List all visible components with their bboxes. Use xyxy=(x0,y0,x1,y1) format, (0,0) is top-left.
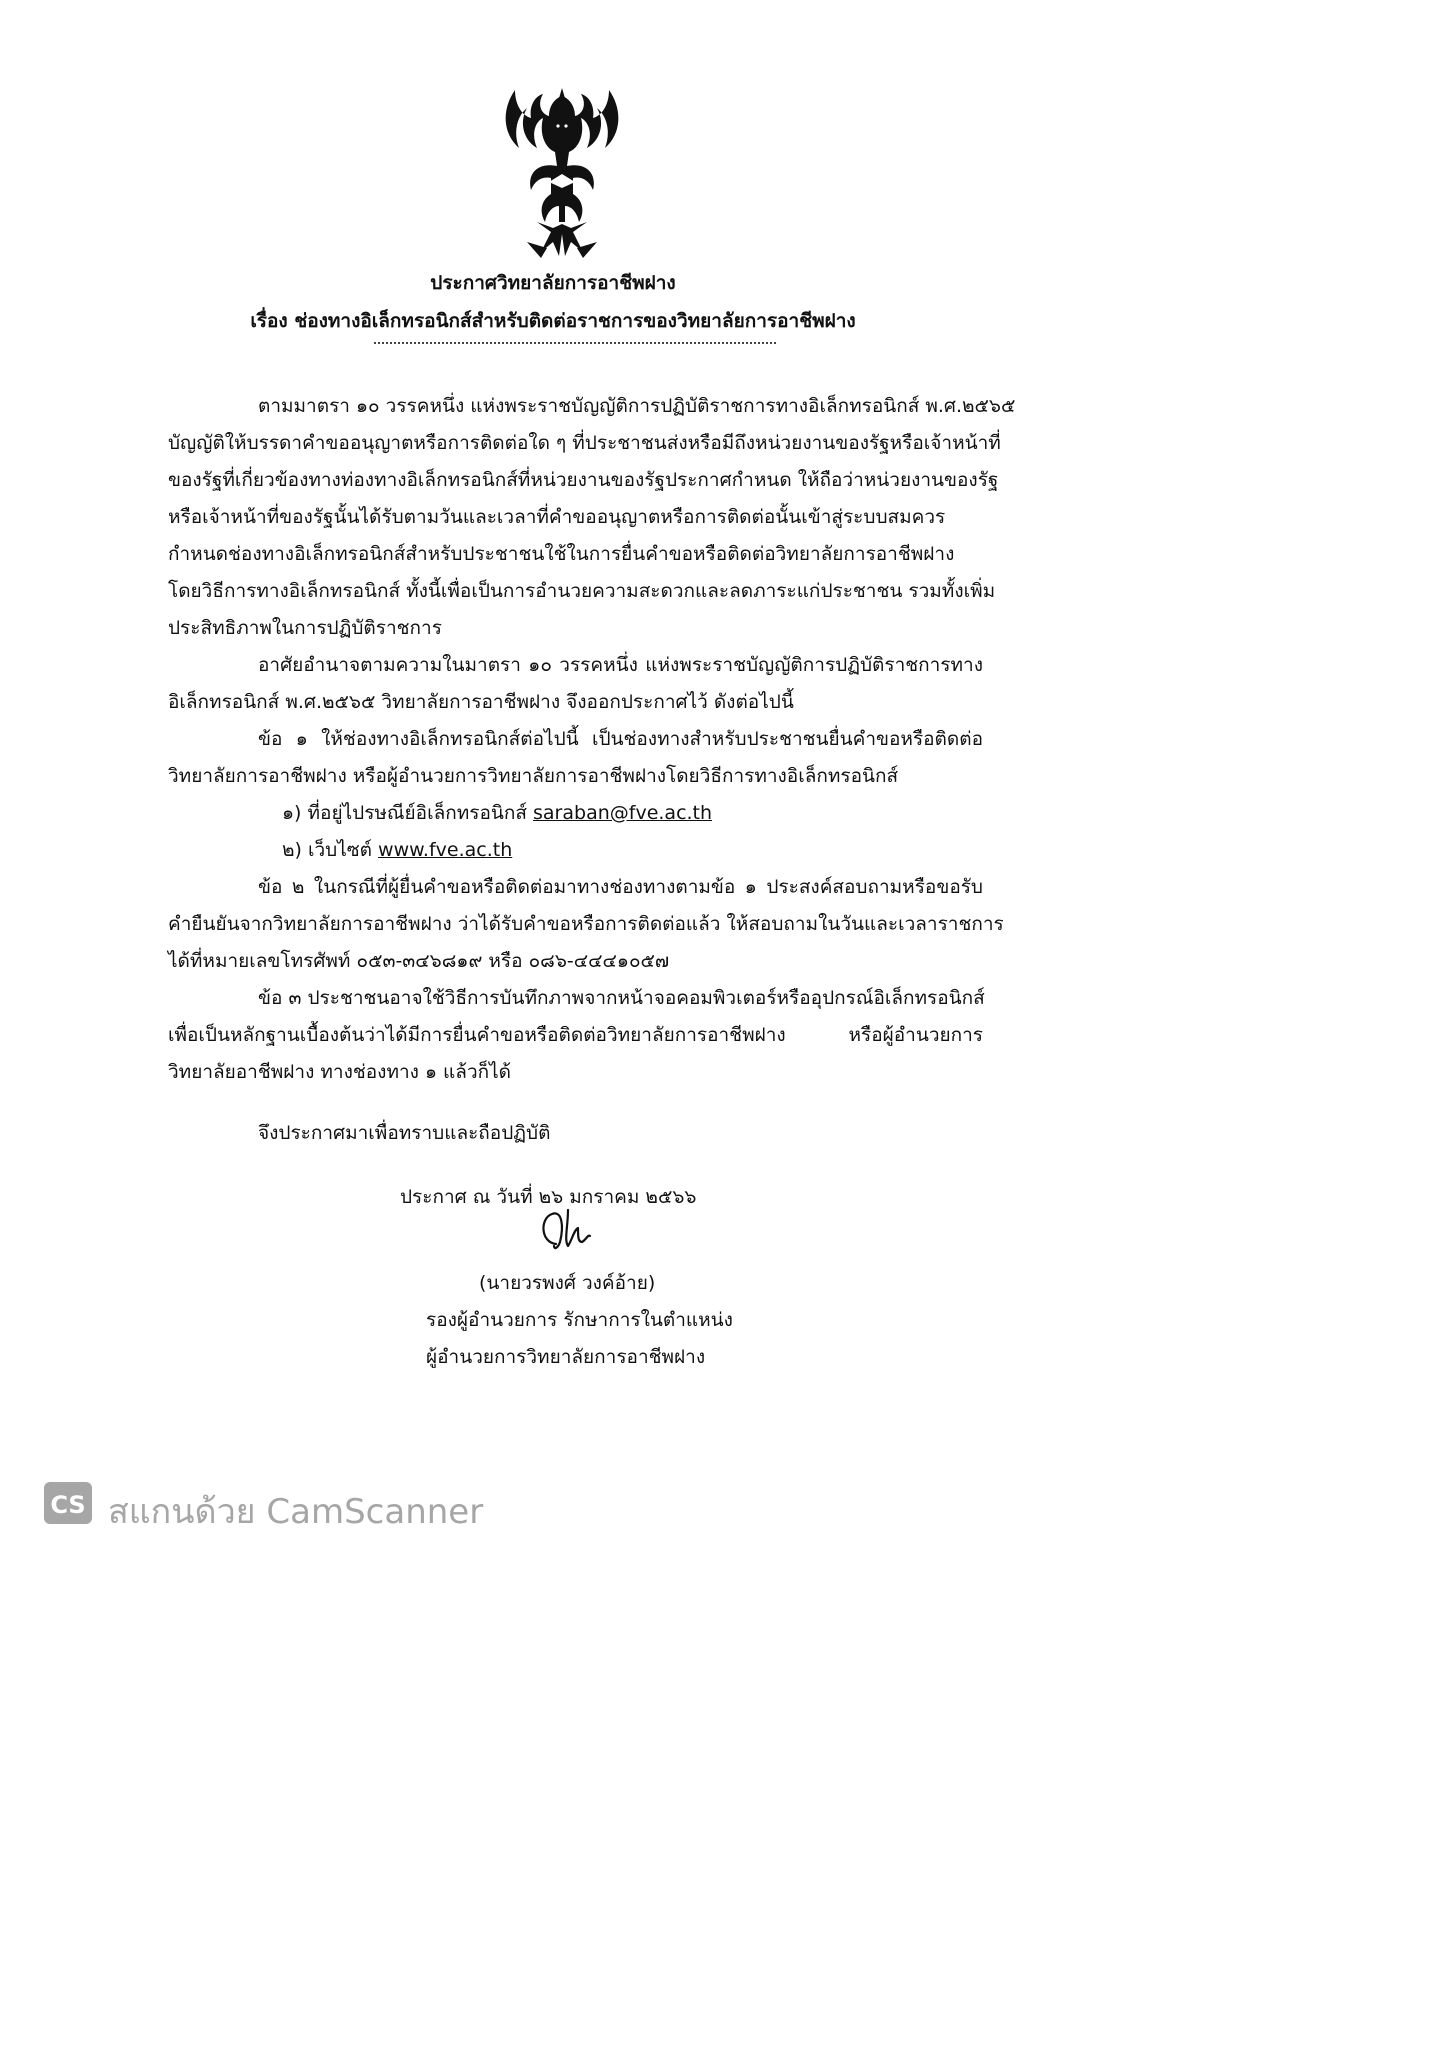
dotted-divider xyxy=(374,342,776,344)
email-link[interactable]: saraban@fve.ac.th xyxy=(533,802,713,824)
paragraph-1-line: ประสิทธิภาพในการปฏิบัติราชการ xyxy=(168,617,442,639)
email-channel-label: ๑) ที่อยู่ไปรษณีย์อิเล็กทรอนิกส์ xyxy=(282,802,527,824)
website-channel-item xyxy=(282,835,512,865)
paragraph-1-line: ของรัฐที่เกี่ยวข้องทางท่องทางอิเล็กทรอนิกส์ที่หน่วยงานของรัฐประกาศกำหนด ให้ถือว่าหน่วยงานของรัฐ xyxy=(168,469,999,491)
camscanner-label: สแกนด้วย CamScanner xyxy=(108,1492,484,1532)
clause-2-line: ข้อ ๒ ในกรณีที่ผู้ยื่นคำขอหรือติดต่อมาทางช่องทางตามข้อ ๑ ประสงค์สอบถามหรือขอรับ xyxy=(258,876,983,898)
camscanner-logo-icon xyxy=(42,1480,94,1526)
paragraph-1-line: กำหนดช่องทางอิเล็กทรอนิกส์สำหรับประชาชนใช้ในการยื่นคำขอหรือติดต่อวิทยาลัยการอาชีพฝาง xyxy=(168,543,955,565)
clause-3-line: เพื่อเป็นหลักฐานเบื้องต้นว่าได้มีการยื่นคำขอหรือติดต่อวิทยาลัยการอาชีพฝาง หรือผู้อำนวยการ xyxy=(168,1024,983,1046)
paragraph-2-line: อาศัยอำนาจตามความในมาตรา ๑๐ วรรคหนึ่ง แห่งพระราชบัญญัติการปฏิบัติราชการทาง xyxy=(258,654,983,676)
clause-3-line: วิทยาลัยอาชีพฝาง ทางช่องทาง ๑ แล้วก็ได้ xyxy=(168,1061,512,1083)
svg-text:CS: CS xyxy=(50,1491,86,1519)
clause-3-line: ข้อ ๓ ประชาชนอาจใช้วิธีการบันทึกภาพจากหน้าจอคอมพิวเตอร์หรืออุปกรณ์อิเล็กทรอนิกส์ xyxy=(258,987,985,1009)
paragraph-1-line: โดยวิธีการทางอิเล็กทรอนิกส์ ทั้งนี้เพื่อเป็นการอำนวยความสะดวกและลดภาระแก่ประชาชน รวมทั้งเพิ่ม xyxy=(168,580,996,602)
garuda-emblem xyxy=(497,82,627,262)
clause-2-line: คำยืนยันจากวิทยาลัยการอาชีพฝาง ว่าได้รับคำขอหรือการติดต่อแล้ว ให้สอบถามในวันและเวลาราชการ xyxy=(168,913,1004,935)
handwritten-signature xyxy=(534,1204,614,1254)
paragraph-1-line: บัญญัติให้บรรดาคำขออนุญาตหรือการติดต่อใด ๆ ที่ประชาชนส่งหรือมีถึงหน่วยงานของรัฐหรือเจ้าหน้าที่ xyxy=(168,432,1001,454)
paragraph-2-line: อิเล็กทรอนิกส์ พ.ศ.๒๕๖๕ วิทยาลัยการอาชีพฝาง จึงออกประกาศไว้ ดังต่อไปนี้ xyxy=(168,691,794,713)
clause-1-line: วิทยาลัยการอาชีพฝาง หรือผู้อำนวยการวิทยาลัยการอาชีพฝางโดยวิธีการทางอิเล็กทรอนิกส์ xyxy=(168,765,899,787)
paragraph-1-line: หรือเจ้าหน้าที่ของรัฐนั้นได้รับตามวันและเวลาที่คำขออนุญาตหรือการติดต่อนั้นเข้าสู่ระบบสมควร xyxy=(168,506,946,528)
signatory-name: (นายวรพงศ์ วงค์อ้าย) xyxy=(479,1272,656,1294)
website-channel-label: ๒) เว็บไซต์ xyxy=(282,839,372,861)
email-channel-item xyxy=(282,798,712,828)
paragraph-1-line: ตามมาตรา ๑๐ วรรคหนึ่ง แห่งพระราชบัญญัติการปฏิบัติราชการทางอิเล็กทรอนิกส์ พ.ศ.๒๕๖๕ xyxy=(258,395,1016,417)
announcement-date: ประกาศ ณ วันที่ ๒๖ มกราคม ๒๕๖๖ xyxy=(400,1186,697,1208)
website-link[interactable]: www.fve.ac.th xyxy=(378,839,513,861)
closing-statement: จึงประกาศมาเพื่อทราบและถือปฏิบัติ xyxy=(258,1122,551,1144)
signatory-position-2: ผู้อำนวยการวิทยาลัยการอาชีพฝาง xyxy=(426,1346,706,1368)
clause-1-line: ข้อ ๑ ให้ช่องทางอิเล็กทรอนิกส์ต่อไปนี้ เป็นช่องทางสำหรับประชาชนยื่นคำขอหรือติดต่อ xyxy=(258,728,983,750)
document-subject: เรื่อง ช่องทางอิเล็กทรอนิกส์สำหรับติดต่อราชการของวิทยาลัยการอาชีพฝาง xyxy=(250,310,856,332)
document-title: ประกาศวิทยาลัยการอาชีพฝาง xyxy=(430,272,676,294)
signatory-position: รองผู้อำนวยการ รักษาการในตำแหน่ง xyxy=(426,1309,733,1331)
clause-2-line: ได้ที่หมายเลขโทรศัพท์ ๐๕๓-๓๔๖๘๑๙ หรือ ๐๘๖-๔๔๔๑๐๕๗ xyxy=(168,950,670,972)
